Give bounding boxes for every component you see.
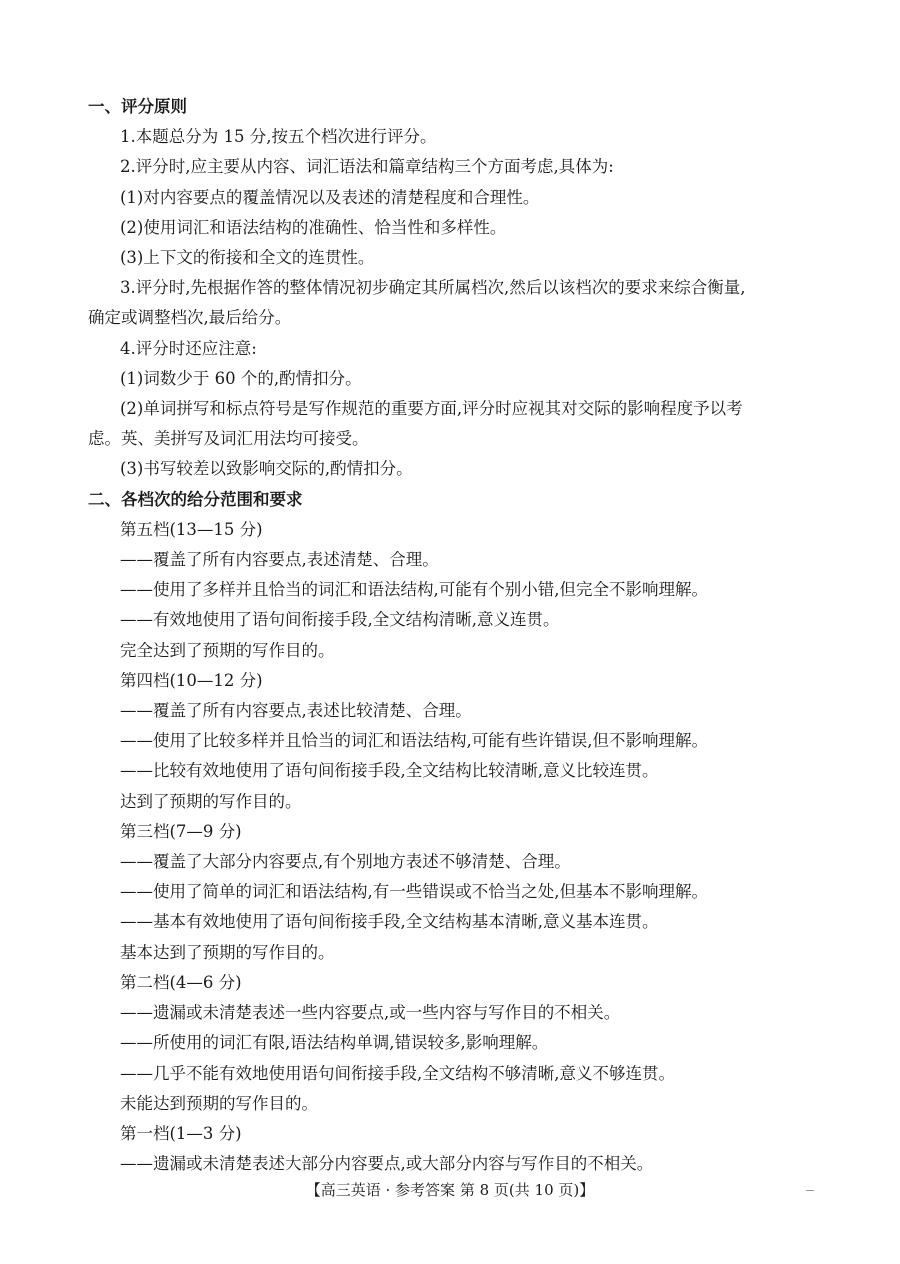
grade-4-title: 第四档(10—12 分) [120,670,263,690]
grade-4-summary: 达到了预期的写作目的。 [120,791,302,811]
grade-3-item: ——覆盖了大部分内容要点,有个别地方表述不够清楚、合理。 [120,852,571,872]
principle-4-item-2-line-2: 虑。英、美拼写及词汇用法均可接受。 [88,429,369,449]
grade-2-item: ——几乎不能有效地使用语句间衔接手段,全文结构不够清晰,意义不够连贯。 [120,1063,675,1083]
principle-2-item-2: (2)使用词汇和语法结构的准确性、恰当性和多样性。 [120,217,507,237]
principle-3-line-2: 确定或调整档次,最后给分。 [88,308,292,328]
principle-2: 2.评分时,应主要从内容、词汇语法和篇章结构三个方面考虑,具体为: [120,157,614,177]
grade-5-item: ——使用了多样并且恰当的词汇和语法结构,可能有个别小错,但完全不影响理解。 [120,580,708,600]
grade-5-title: 第五档(13—15 分) [120,519,263,539]
page-footer: 【高三英语 · 参考答案 第 8 页(共 10 页)】 [305,1181,595,1199]
principle-1: 1.本题总分为 15 分,按五个档次进行评分。 [120,127,437,147]
grade-3-title: 第三档(7—9 分) [120,821,242,841]
grade-1-item: ——遗漏或未清楚表述大部分内容要点,或大部分内容与写作目的不相关。 [120,1154,654,1174]
grade-4-item: ——使用了比较多样并且恰当的词汇和语法结构,可能有些许错误,但不影响理解。 [120,731,708,751]
grade-2-title: 第二档(4—6 分) [120,972,242,992]
principle-2-item-1: (1)对内容要点的覆盖情况以及表述的清楚程度和合理性。 [120,187,540,207]
section-heading-scoring-principles: 一、评分原则 [88,97,187,116]
principle-4: 4.评分时还应注意: [120,338,257,358]
grade-3-item: ——使用了简单的词汇和语法结构,有一些错误或不恰当之处,但基本不影响理解。 [120,882,708,902]
grade-5-summary: 完全达到了预期的写作目的。 [120,640,335,660]
page-content [88,92,816,1179]
grade-3-item: ——基本有效地使用了语句间衔接手段,全文结构基本清晰,意义基本连贯。 [120,912,659,932]
corner-mark [806,1190,814,1195]
grade-4-item: ——覆盖了所有内容要点,表述比较清楚、合理。 [120,701,472,721]
grade-5-item: ——覆盖了所有内容要点,表述清楚、合理。 [120,550,439,570]
grade-3-summary: 基本达到了预期的写作目的。 [120,942,335,962]
section-heading-grade-bands: 二、各档次的给分范围和要求 [88,489,303,509]
principle-3-line-1: 3.评分时,先根据作答的整体情况初步确定其所属档次,然后以该档次的要求来综合衡量, [120,278,746,298]
grade-4-item: ——比较有效地使用了语句间衔接手段,全文结构比较清晰,意义比较连贯。 [120,761,659,781]
grade-2-summary: 未能达到预期的写作目的。 [120,1093,318,1113]
grade-1-title: 第一档(1—3 分) [120,1123,242,1143]
principle-4-item-2-line-1: (2)单词拼写和标点符号是写作规范的重要方面,评分时应视其对交际的影响程度予以考 [120,399,743,419]
principle-4-item-1: (1)词数少于 60 个的,酌情扣分。 [120,368,362,388]
principle-4-item-3: (3)书写较差以致影响交际的,酌情扣分。 [120,459,413,479]
grade-2-item: ——遗漏或未清楚表述一些内容要点,或一些内容与写作目的不相关。 [120,1003,621,1023]
grade-5-item: ——有效地使用了语句间衔接手段,全文结构清晰,意义连贯。 [120,610,560,630]
principle-2-item-3: (3)上下文的衔接和全文的连贯性。 [120,248,375,268]
grade-2-item: ——所使用的词汇有限,语法结构单调,错误较多,影响理解。 [120,1033,549,1053]
